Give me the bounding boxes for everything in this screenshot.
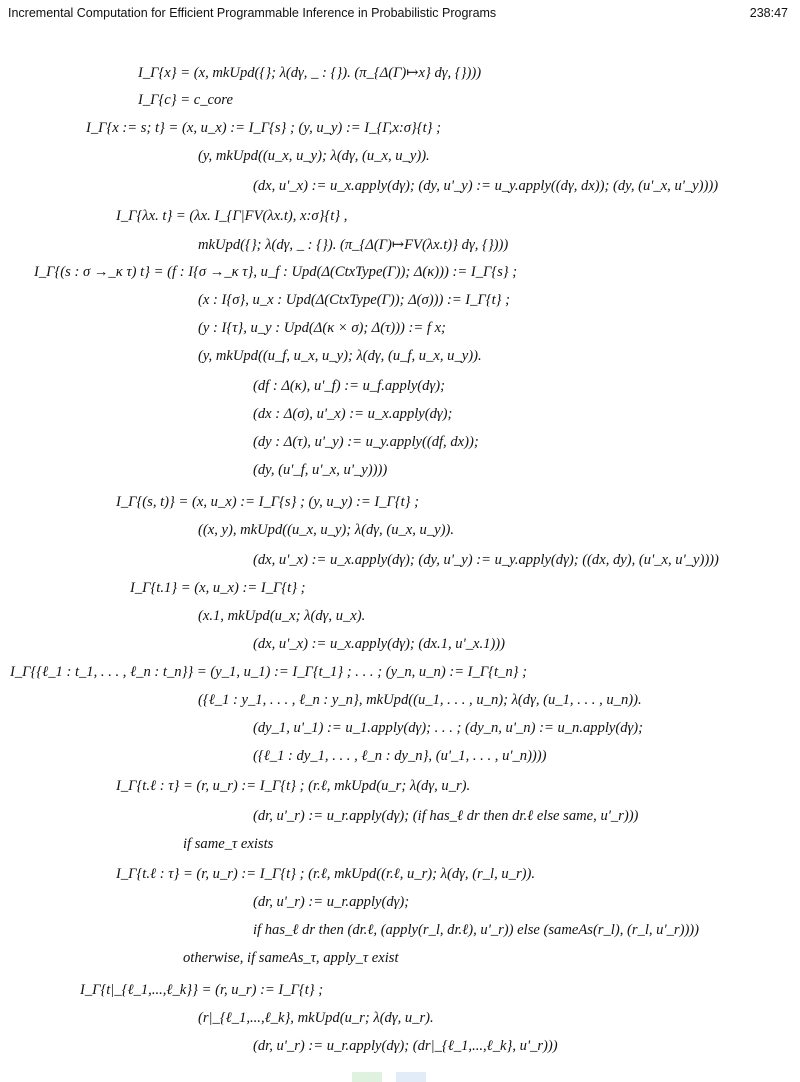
equation-line-7: mkUpd({}; λ(dγ, _ : {}). (π_{Δ(Γ)↦FV(λx.t)} dγ, {}))) [198,237,509,253]
equation-line-5: (dx, u'_x) := u_x.apply(dγ); (dy, u'_y) := u_y.apply((dγ, dx)); (dy, (u'_x, u'_y)))) [253,178,719,194]
equation-line-3: I_Γ{x := s; t} = (x, u_x) := I_Γ{s} ; (y, u_y) := I_{Γ,x:σ}{t} ; [86,120,441,136]
equation-line-9: (x : I{σ}, u_x : Upd(Δ(CtxType(Γ)); Δ(σ))) := I_Γ{t} ; [198,292,511,308]
equation-line-31: if has_ℓ dr then (dr.ℓ, (apply(r_l, dr.ℓ), u'_r)) else (sameAs(r_l), (r_l, u'_r)))) [253,922,700,938]
equation-line-25: ({ℓ_1 : dy_1, . . . , ℓ_n : dy_n}, (u'_1, . . . , u'_n)))) [253,748,547,764]
footer-mark-blue [396,1072,426,1082]
footer-mark-green [352,1072,382,1082]
equation-line-30: (dr, u'_r) := u_r.apply(dγ); [253,894,410,910]
equation-line-22: I_Γ{{ℓ_1 : t_1, . . . , ℓ_n : t_n}} = (y_1, u_1) := I_Γ{t_1} ; . . . ; (y_n, u_n) := I_Γ{t_n} ; [10,664,527,680]
equation-line-32: otherwise, if sameAs_τ, apply_τ exist [183,950,399,966]
equation-line-2: I_Γ{c} = c_core [138,92,233,108]
equation-line-1: I_Γ{x} = (x, mkUpd({}; λ(dγ, _ : {}). (π_{Δ(Γ)↦x} dγ, {}))) [138,65,482,81]
equation-line-17: ((x, y), mkUpd((u_x, u_y); λ(dγ, (u_x, u_y)). [198,522,454,538]
footer-decoration [352,1072,428,1082]
equation-line-10: (y : I{τ}, u_y : Upd(Δ(κ × σ); Δ(τ))) := f x; [198,320,446,336]
equation-line-20: (x.1, mkUpd(u_x; λ(dγ, u_x). [198,608,366,624]
paper-title: Incremental Computation for Efficient Programmable Inference in Probabilistic Programs [8,6,497,20]
equation-line-27: (dr, u'_r) := u_r.apply(dγ); (if has_ℓ dr then dr.ℓ else same, u'_r))) [253,808,639,824]
equation-line-18: (dx, u'_x) := u_x.apply(dγ); (dy, u'_y) := u_y.apply(dγ); ((dx, dy), (u'_x, u'_y)))) [253,552,719,568]
equation-line-33: I_Γ{t|_{ℓ_1,...,ℓ_k}} = (r, u_r) := I_Γ{t} ; [80,982,324,998]
equation-line-35: (dr, u'_r) := u_r.apply(dγ); (dr|_{ℓ_1,...,ℓ_k}, u'_r))) [253,1038,558,1054]
equation-line-14: (dy : Δ(τ), u'_y) := u_y.apply((df, dx)); [253,434,479,450]
equation-line-34: (r|_{ℓ_1,...,ℓ_k}, mkUpd(u_r; λ(dγ, u_r). [198,1010,434,1026]
equation-line-8: I_Γ{(s : σ →_κ τ) t} = (f : I{σ →_κ τ}, u_f : Upd(Δ(CtxType(Γ)); Δ(κ))) := I_Γ{s} ; [34,264,518,280]
page-number: 238:47 [749,6,788,20]
equation-line-21: (dx, u'_x) := u_x.apply(dγ); (dx.1, u'_x.1))) [253,636,505,652]
equation-line-11: (y, mkUpd((u_f, u_x, u_y); λ(dγ, (u_f, u_x, u_y)). [198,348,482,364]
equation-line-16: I_Γ{(s, t)} = (x, u_x) := I_Γ{s} ; (y, u_y) := I_Γ{t} ; [116,494,420,510]
equation-line-23: ({ℓ_1 : y_1, . . . , ℓ_n : y_n}, mkUpd((u_1, . . . , u_n); λ(dγ, (u_1, . . . , u_n)). [198,692,642,708]
equation-line-6: I_Γ{λx. t} = (λx. I_{Γ|FV(λx.t), x:σ}{t} , [116,208,348,224]
equation-line-4: (y, mkUpd((u_x, u_y); λ(dγ, (u_x, u_y)). [198,148,430,164]
equation-line-15: (dy, (u'_f, u'_x, u'_y)))) [253,462,388,478]
equation-line-29: I_Γ{t.ℓ : τ} = (r, u_r) := I_Γ{t} ; (r.ℓ, mkUpd((r.ℓ, u_r); λ(dγ, (r_l, u_r)). [116,866,536,882]
equation-line-26: I_Γ{t.ℓ : τ} = (r, u_r) := I_Γ{t} ; (r.ℓ, mkUpd(u_r; λ(dγ, u_r). [116,778,471,794]
equation-line-28: if same_τ exists [183,836,274,852]
equation-line-24: (dy_1, u'_1) := u_1.apply(dγ); . . . ; (dy_n, u'_n) := u_n.apply(dγ); [253,720,644,736]
equation-line-12: (df : Δ(κ), u'_f) := u_f.apply(dγ); [253,378,445,394]
equation-line-19: I_Γ{t.1} = (x, u_x) := I_Γ{t} ; [130,580,306,596]
equation-line-13: (dx : Δ(σ), u'_x) := u_x.apply(dγ); [253,406,453,422]
